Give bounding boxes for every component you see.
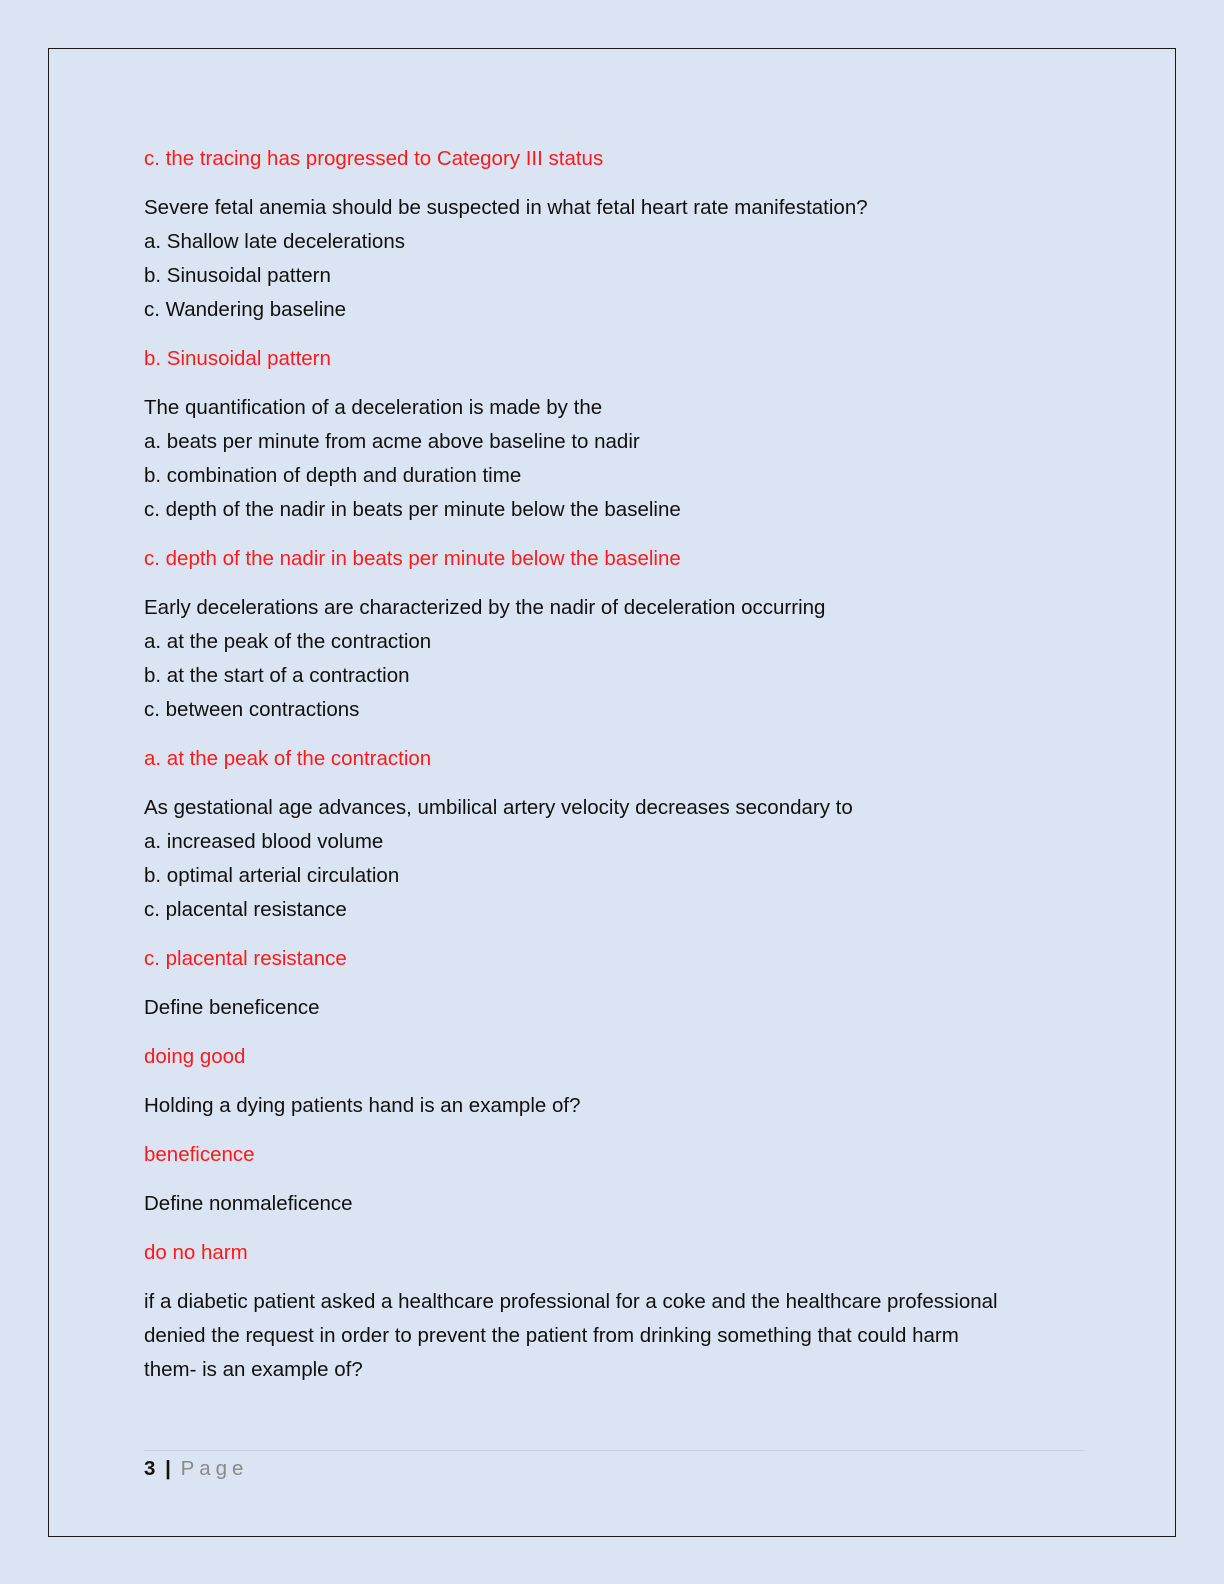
- answer-paragraph: [144, 1236, 1084, 1270]
- page-number: 3: [144, 1457, 156, 1480]
- footer-separator: |: [165, 1457, 171, 1480]
- question-text: Early decelerations are characterized by the nadir of deceleration occurring: [144, 596, 826, 619]
- answer-text: doing good: [144, 1045, 246, 1068]
- option-text: b. combination of depth and duration time: [144, 464, 522, 487]
- question-paragraph: [144, 1089, 1084, 1123]
- question-paragraph: [144, 191, 1084, 327]
- page-footer: [144, 1452, 248, 1486]
- answer-paragraph: [144, 342, 1084, 376]
- question-paragraph: [144, 791, 1084, 927]
- question-text: Severe fetal anemia should be suspected in what fetal heart rate manifestation?: [144, 196, 868, 219]
- option-text: b. at the start of a contraction: [144, 664, 410, 687]
- question-paragraph: [144, 991, 1084, 1025]
- answer-text: c. depth of the nadir in beats per minute below the baseline: [144, 547, 681, 570]
- option-text: b. optimal arterial circulation: [144, 864, 400, 887]
- answer-paragraph: [144, 942, 1084, 976]
- footer-divider: [144, 1450, 1084, 1451]
- question-paragraph: [144, 391, 1084, 527]
- answer-paragraph: [144, 1040, 1084, 1074]
- answer-paragraph: [144, 742, 1084, 776]
- option-text: a. increased blood volume: [144, 830, 384, 853]
- answer-text: do no harm: [144, 1241, 248, 1264]
- question-text: The quantification of a deceleration is made by the: [144, 396, 603, 419]
- option-text: a. Shallow late decelerations: [144, 230, 405, 253]
- answer-paragraph: [144, 542, 1084, 576]
- question-paragraph: [144, 591, 1084, 727]
- answer-text: b. Sinusoidal pattern: [144, 347, 331, 370]
- answer-text: a. at the peak of the contraction: [144, 747, 432, 770]
- question-text: Define beneficence: [144, 996, 320, 1019]
- option-text: c. placental resistance: [144, 898, 347, 921]
- option-text: them- is an example of?: [144, 1358, 363, 1381]
- question-text: As gestational age advances, umbilical artery velocity decreases secondary to: [144, 796, 853, 819]
- document-body: [144, 142, 1084, 1402]
- question-text: if a diabetic patient asked a healthcare professional for a coke and the healthcare professional: [144, 1290, 998, 1313]
- question-text: Define nonmaleficence: [144, 1192, 353, 1215]
- question-paragraph: [144, 1285, 1084, 1387]
- answer-paragraph: [144, 1138, 1084, 1172]
- answer-text: c. placental resistance: [144, 947, 347, 970]
- option-text: c. between contractions: [144, 698, 360, 721]
- question-paragraph: [144, 1187, 1084, 1221]
- question-text: Holding a dying patients hand is an example of?: [144, 1094, 581, 1117]
- option-text: b. Sinusoidal pattern: [144, 264, 331, 287]
- option-text: c. Wandering baseline: [144, 298, 347, 321]
- answer-text: beneficence: [144, 1143, 255, 1166]
- option-text: a. at the peak of the contraction: [144, 630, 432, 653]
- option-text: denied the request in order to prevent the patient from drinking something that could harm: [144, 1324, 959, 1347]
- option-text: a. beats per minute from acme above baseline to nadir: [144, 430, 640, 453]
- page-label: Page: [180, 1457, 249, 1480]
- answer-paragraph: [144, 142, 1084, 176]
- option-text: c. depth of the nadir in beats per minute below the baseline: [144, 498, 681, 521]
- answer-text: c. the tracing has progressed to Category III status: [144, 147, 604, 170]
